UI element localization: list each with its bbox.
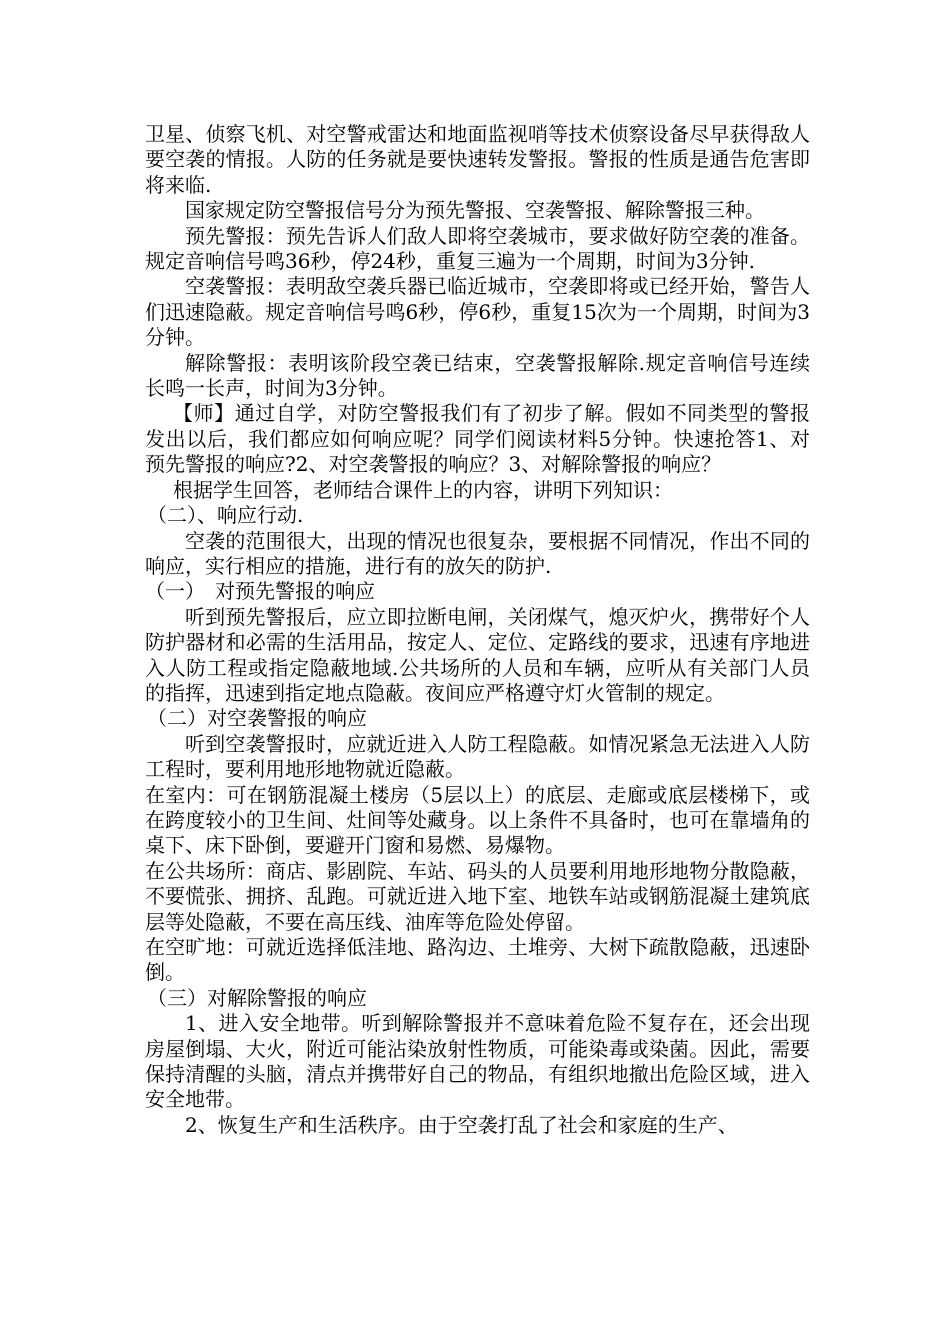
paragraph-pre-warning: 预先警报：预先告诉人们敌人即将空袭城市，要求做好防空袭的准备。规定音响信号鸣36秒，停24秒，重复三遍为一个周期，时间为3分钟. [145, 223, 810, 274]
paragraph-safe-zone: 1、进入安全地带。听到解除警报并不意味着危险不复存在，还会出现房屋倒塌、大火，附近可能沾染放射性物质，可能染毒或染菌。因此，需要保持清醒的头脑，清点并携带好自己的物品，有组织地撤出危险区域，进入安全地带。 [145, 1011, 810, 1112]
subheading-air-raid-response: （二）对空袭警报的响应 [147, 706, 367, 731]
paragraph-air-raid-warning: 空袭警报：表明敌空袭兵器已临近城市，空袭即将或已经开始，警告人们迅速隐蔽。规定音响信号鸣6秒，停6秒，重复15次为一个周期，时间为3分钟。 [145, 274, 810, 350]
paragraph-pre-warning-response: 听到预先警报后，应立即拉断电闸，关闭煤气，熄灭炉火，携带好个人防护器材和必需的生活用品，按定人、定位、定路线的要求，迅速有序地进入人防工程或指定隐蔽地域.公共场所的人员和车辆，应听从有关部门人员的指挥，迅速到指定地点隐蔽。夜间应严格遵守灯火管制的规定。 [145, 604, 810, 705]
subheading-pre-warning-response: （一） 对预先警报的响应 [145, 579, 375, 604]
paragraph-indoor: 在室内：可在钢筋混凝土楼房（5层以上）的底层、走廊或底层楼梯下，或在跨度较小的卫生间、灶间等处藏身。以上条件不具备时，也可在靠墙角的桌下、床下卧倒，要避开门窗和易燃、易爆物。 [145, 782, 810, 858]
paragraph-all-clear: 解除警报：表明该阶段空袭已结束，空袭警报解除.规定音响信号连续长鸣一长声，时间为3分钟。 [145, 350, 810, 401]
paragraph-public-places: 在公共场所：商店、影剧院、车站、码头的人员要利用地形地物分散隐蔽，不要慌张、拥挤、乱跑。可就近进入地下室、地铁车站或钢筋混凝土建筑底层等处隐蔽，不要在高压线、油库等危险处停留。 [145, 858, 810, 934]
paragraph-open-ground: 在空旷地：可就近选择低洼地、路沟边、土堆旁、大树下疏散隐蔽，迅速卧倒。 [145, 935, 810, 985]
section-heading-response: （二）、响应行动. [147, 503, 304, 528]
paragraph-response-intro: 空袭的范围很大，出现的情况也很复杂，要根据不同情况，作出不同的响应，实行相应的措施，进行有的放矢的防护. [145, 528, 810, 578]
subheading-all-clear-response: （三）对解除警报的响应 [147, 985, 367, 1010]
paragraph-teacher-explain: 根据学生回答，老师结合课件上的内容，讲明下列知识： [173, 477, 673, 502]
paragraph-teacher-prompt: 【师】通过自学，对防空警报我们有了初步了解。假如不同类型的警报发出以后，我们都应如何响应呢？同学们阅读材料5分钟。快速抢答1、对预先警报的响应?2、对空袭警报的响应？3、对解除警报的响应？ [145, 401, 810, 477]
paragraph-alarm-types: 国家规定防空警报信号分为预先警报、空袭警报、解除警报三种。 [185, 198, 765, 223]
document-page [145, 122, 810, 1138]
paragraph-air-raid-response: 听到空袭警报时，应就近进入人防工程隐蔽。如情况紧急无法进入人防工程时，要利用地形地物就近隐蔽。 [145, 731, 810, 782]
paragraph-recon-intro: 卫星、侦察飞机、对空警戒雷达和地面监视哨等技术侦察设备尽早获得敌人要空袭的情报。人防的任务就是要快速转发警报。警报的性质是通告危害即将来临. [145, 122, 810, 197]
paragraph-restore-order: 2、恢复生产和生活秩序。由于空袭打乱了社会和家庭的生产、 [185, 1112, 738, 1137]
